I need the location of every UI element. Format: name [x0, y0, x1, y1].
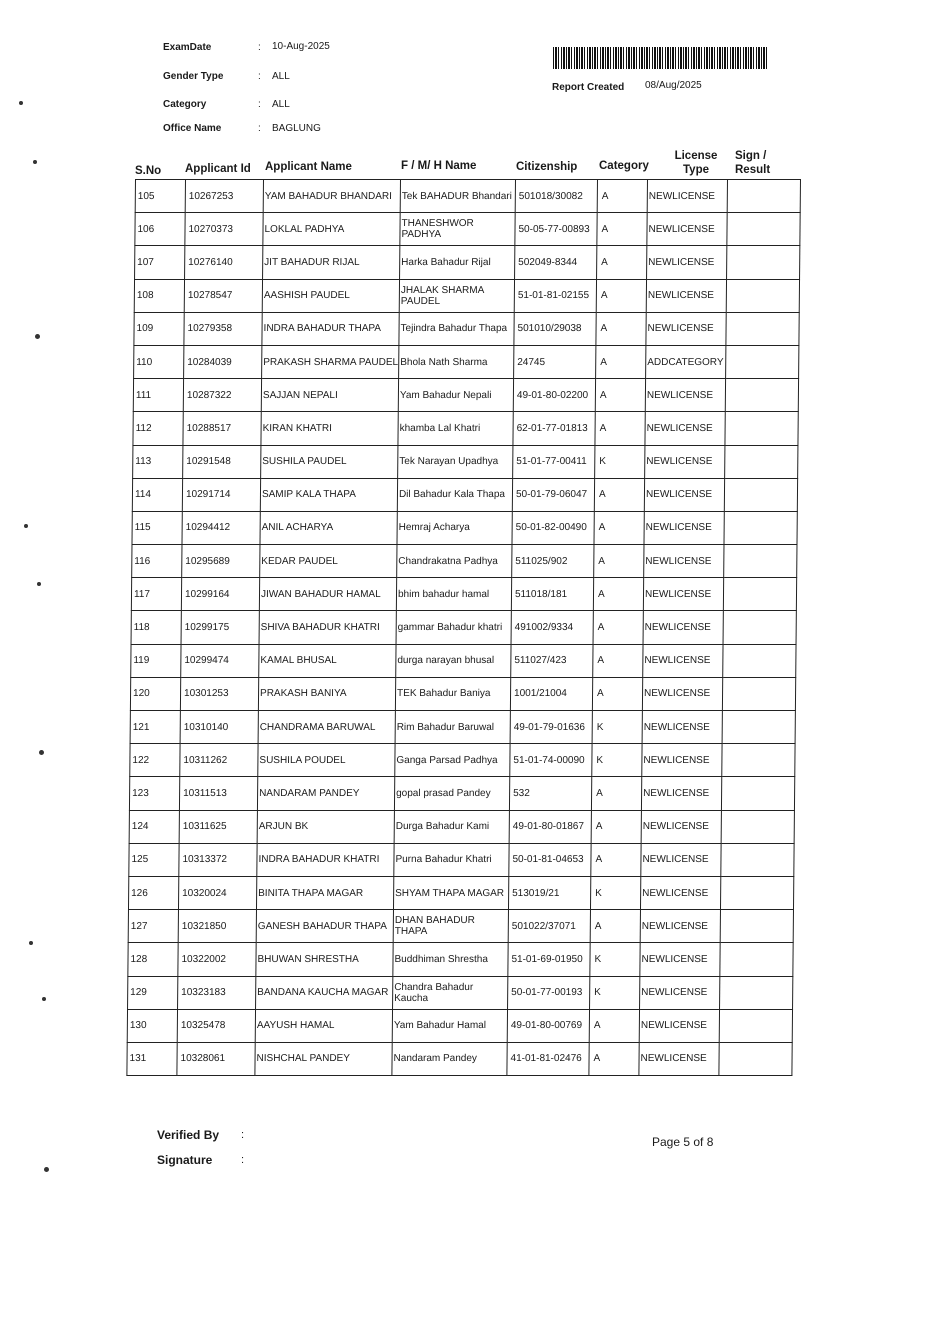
table-row: [128, 876, 793, 909]
fmh-name-cell: Durga Bahadur Kami: [394, 810, 509, 843]
applicant-name-cell: NISHCHAL PANDEY: [255, 1042, 392, 1075]
applicant-name-cell: INDRA BAHADUR KHATRI: [257, 843, 394, 876]
sign-result-cell: [722, 744, 795, 777]
license-type-cell: NEWLICENSE: [641, 843, 721, 876]
table-row: [128, 910, 793, 943]
applicant-name-cell: AAYUSH HAMAL: [255, 1009, 392, 1042]
gender-type-label: Gender Type: [163, 71, 224, 82]
applicant-id-cell: 10291548: [183, 445, 261, 478]
category-cell: A: [595, 379, 645, 412]
barcode: [553, 47, 768, 69]
citizenship-cell: 50-01-77-00193: [508, 976, 590, 1009]
table-row: [130, 744, 795, 777]
applicant-id-cell: 10270373: [185, 213, 263, 246]
scan-speck: [33, 160, 37, 164]
category-cell: K: [592, 744, 642, 777]
sign-result-cell: [726, 279, 799, 312]
fmh-name-cell: TEK Bahadur Baniya: [395, 677, 510, 710]
fmh-name-cell: Bhola Nath Sharma: [399, 345, 514, 378]
license-type-cell: NEWLICENSE: [640, 876, 720, 909]
fmh-name-cell: Chandrakatna Padhya: [397, 545, 512, 578]
sno-cell: 125: [129, 843, 179, 876]
scan-speck: [35, 334, 40, 339]
category-cell: A: [596, 279, 646, 312]
citizenship-cell: 501018/30082: [515, 180, 597, 213]
category-cell: A: [596, 345, 646, 378]
table-row: [133, 445, 798, 478]
sno-cell: 110: [134, 345, 184, 378]
fmh-name-cell: durga narayan bhusal: [396, 644, 511, 677]
citizenship-cell: 51-01-77-00411: [513, 445, 595, 478]
category-cell: A: [593, 611, 643, 644]
sign-result-cell: [725, 445, 798, 478]
table-row: [133, 379, 798, 412]
sno-cell: 109: [134, 312, 184, 345]
license-type-cell: NEWLICENSE: [645, 445, 725, 478]
sno-cell: 116: [132, 545, 182, 578]
fmh-name-cell: Harka Bahadur Rijal: [400, 246, 515, 279]
sno-cell: 105: [135, 180, 185, 213]
license-type-cell: NEWLICENSE: [644, 478, 724, 511]
table-row: [130, 711, 795, 744]
header-fmh-name: F / M/ H Name: [401, 160, 477, 172]
category-cell: A: [594, 478, 644, 511]
sign-result-cell: [723, 578, 796, 611]
category-cell: A: [593, 644, 643, 677]
citizenship-cell: 50-01-79-06047: [512, 478, 594, 511]
applicant-id-cell: 10276140: [185, 246, 263, 279]
category-cell: A: [597, 180, 647, 213]
applicant-name-cell: KEDAR PAUDEL: [260, 545, 397, 578]
header-applicant-name: Applicant Name: [265, 161, 352, 173]
scan-speck: [39, 750, 44, 755]
scan-speck: [44, 1167, 49, 1172]
citizenship-cell: 49-01-80-01867: [509, 810, 591, 843]
sign-result-cell: [719, 1009, 792, 1042]
table-row: [134, 312, 799, 345]
sign-result-cell: [722, 711, 795, 744]
fmh-name-cell: THANESHWOR PADHYA: [400, 213, 515, 246]
table-row: [127, 1009, 792, 1042]
citizenship-cell: 511025/902: [512, 545, 594, 578]
applicant-id-cell: 10294412: [182, 511, 260, 544]
report-created-label: Report Created: [552, 82, 625, 93]
citizenship-cell: 50-05-77-00893: [515, 213, 597, 246]
sno-cell: 117: [131, 578, 181, 611]
fmh-name-cell: Dil Bahadur Kala Thapa: [397, 478, 512, 511]
fmh-name-cell: JHALAK SHARMA PAUDEL: [399, 279, 514, 312]
sign-result-cell: [720, 976, 793, 1009]
sno-cell: 120: [130, 677, 180, 710]
citizenship-cell: 49-01-80-02200: [513, 379, 595, 412]
license-type-cell: NEWLICENSE: [647, 246, 727, 279]
applicant-name-cell: PRAKASH BANIYA: [258, 677, 395, 710]
category-cell: A: [596, 312, 646, 345]
applicant-id-cell: 10310140: [180, 711, 258, 744]
category-cell: A: [589, 1009, 639, 1042]
table-row: [134, 345, 799, 378]
table-row: [129, 810, 794, 843]
fmh-name-cell: DHAN BAHADUR THAPA: [393, 910, 508, 943]
sign-result-cell: [725, 379, 798, 412]
sign-result-cell: [727, 180, 800, 213]
header-citizenship: Citizenship: [516, 161, 578, 173]
applicant-name-cell: YAM BAHADUR BHANDARI: [263, 180, 400, 213]
applicant-name-cell: SUSHILA POUDEL: [258, 744, 395, 777]
header-sign-result: Sign / Result: [735, 150, 771, 176]
applicant-id-cell: 10301253: [180, 677, 258, 710]
fmh-name-cell: Tek Narayan Upadhya: [398, 445, 513, 478]
category-cell: A: [594, 545, 644, 578]
signature-label: Signature: [157, 1153, 213, 1167]
colon: :: [241, 1154, 245, 1166]
sno-cell: 121: [130, 711, 180, 744]
fmh-name-cell: Purna Bahadur Khatri: [394, 843, 509, 876]
category-value: ALL: [272, 99, 290, 110]
sign-result-cell: [724, 545, 797, 578]
fmh-name-cell: Hemraj Acharya: [397, 511, 512, 544]
applicant-id-cell: 10299164: [181, 578, 259, 611]
table-row: [132, 511, 797, 544]
applicant-name-cell: SUSHILA PAUDEL: [261, 445, 398, 478]
header-applicant-id: Applicant Id: [185, 163, 251, 175]
colon: :: [258, 123, 261, 134]
license-type-cell: NEWLICENSE: [639, 1009, 719, 1042]
sno-cell: 114: [132, 478, 182, 511]
citizenship-cell: 501010/29038: [514, 312, 596, 345]
category-cell: A: [597, 246, 647, 279]
applicant-id-cell: 10278547: [184, 279, 262, 312]
sign-result-cell: [721, 777, 794, 810]
sign-result-cell: [720, 876, 793, 909]
license-type-cell: ADDCATEGORY: [646, 345, 726, 378]
category-cell: K: [590, 943, 640, 976]
license-type-cell: NEWLICENSE: [639, 1042, 719, 1075]
scan-speck: [19, 101, 23, 105]
applicant-id-cell: 10321850: [178, 910, 256, 943]
applicant-id-cell: 10295689: [182, 545, 260, 578]
license-type-cell: NEWLICENSE: [645, 412, 725, 445]
table-row: [129, 843, 794, 876]
citizenship-cell: 50-01-81-04653: [509, 843, 591, 876]
category-cell: A: [591, 843, 641, 876]
applicant-id-cell: 10328061: [177, 1042, 255, 1075]
table-row: [128, 976, 793, 1009]
category-cell: A: [597, 213, 647, 246]
applicant-name-cell: SHIVA BAHADUR KHATRI: [259, 611, 396, 644]
sign-result-cell: [722, 677, 795, 710]
applicant-id-cell: 10320024: [178, 876, 256, 909]
applicant-name-cell: BHUWAN SHRESTHA: [256, 943, 393, 976]
sno-cell: 118: [131, 611, 181, 644]
table-row: [135, 213, 800, 246]
sign-result-cell: [723, 611, 796, 644]
office-name-label: Office Name: [163, 123, 222, 134]
exam-date-label: ExamDate: [163, 42, 212, 53]
sno-cell: 123: [129, 777, 179, 810]
citizenship-cell: 501022/37071: [508, 910, 590, 943]
scan-speck: [37, 582, 41, 586]
applicant-name-cell: BANDANA KAUCHA MAGAR: [256, 976, 393, 1009]
citizenship-cell: 41-01-81-02476: [507, 1042, 589, 1075]
exam-date-value: 10-Aug-2025: [272, 41, 330, 52]
applicant-name-cell: INDRA BAHADUR THAPA: [262, 312, 399, 345]
citizenship-cell: 511027/423: [511, 644, 593, 677]
sno-cell: 107: [135, 246, 185, 279]
applicant-id-cell: 10267253: [185, 180, 263, 213]
fmh-name-cell: SHYAM THAPA MAGAR: [393, 876, 508, 909]
applicant-id-cell: 10311262: [180, 744, 258, 777]
table-row: [131, 578, 796, 611]
category-cell: K: [590, 976, 640, 1009]
license-type-cell: NEWLICENSE: [642, 677, 722, 710]
license-type-cell: NEWLICENSE: [640, 943, 720, 976]
colon: :: [241, 1129, 245, 1141]
citizenship-cell: 49-01-79-01636: [510, 711, 592, 744]
sno-cell: 115: [132, 511, 182, 544]
category-cell: A: [591, 810, 641, 843]
sno-cell: 126: [128, 876, 178, 909]
sign-result-cell: [723, 644, 796, 677]
table-row: [134, 279, 799, 312]
table-row: [131, 644, 796, 677]
license-type-cell: NEWLICENSE: [641, 810, 721, 843]
applicant-name-cell: AASHISH PAUDEL: [262, 279, 399, 312]
citizenship-cell: 51-01-69-01950: [508, 943, 590, 976]
applicant-name-cell: PRAKASH SHARMA PAUDEL: [262, 345, 399, 378]
applicant-name-cell: BINITA THAPA MAGAR: [256, 876, 393, 909]
license-type-cell: NEWLICENSE: [640, 910, 720, 943]
applicant-name-cell: JIWAN BAHADUR HAMAL: [259, 578, 396, 611]
sno-cell: 128: [128, 943, 178, 976]
applicant-table: [126, 179, 801, 1076]
sno-cell: 122: [130, 744, 180, 777]
license-type-cell: NEWLICENSE: [644, 545, 724, 578]
sign-result-cell: [727, 246, 800, 279]
category-cell: A: [594, 511, 644, 544]
fmh-name-cell: Tek BAHADUR Bhandari: [400, 180, 515, 213]
applicant-name-cell: SAJJAN NEPALI: [261, 379, 398, 412]
header-license-type: License Type: [674, 150, 718, 176]
scan-speck: [29, 941, 33, 945]
category-cell: K: [590, 876, 640, 909]
sign-result-cell: [724, 511, 797, 544]
applicant-id-cell: 10313372: [179, 843, 257, 876]
applicant-name-cell: ARJUN BK: [257, 810, 394, 843]
sign-result-cell: [726, 345, 799, 378]
category-cell: A: [591, 777, 641, 810]
license-type-cell: NEWLICENSE: [644, 511, 724, 544]
license-type-cell: NEWLICENSE: [643, 644, 723, 677]
sno-cell: 113: [133, 445, 183, 478]
citizenship-cell: 532: [509, 777, 591, 810]
sno-cell: 129: [128, 976, 178, 1009]
citizenship-cell: 511018/181: [511, 578, 593, 611]
citizenship-cell: 51-01-74-00090: [510, 744, 592, 777]
citizenship-cell: 50-01-82-00490: [512, 511, 594, 544]
applicant-name-cell: GANESH BAHADUR THAPA: [256, 910, 393, 943]
sign-result-cell: [720, 943, 793, 976]
table-row: [129, 777, 794, 810]
category-cell: A: [593, 578, 643, 611]
applicant-name-cell: CHANDRAMA BARUWAL: [258, 711, 395, 744]
sno-cell: 108: [134, 279, 184, 312]
license-type-cell: NEWLICENSE: [646, 312, 726, 345]
fmh-name-cell: Yam Bahadur Hamal: [392, 1009, 507, 1042]
applicant-name-cell: JIT BAHADUR RIJAL: [263, 246, 400, 279]
sno-cell: 112: [133, 412, 183, 445]
sign-result-cell: [725, 412, 798, 445]
report-created-value: 08/Aug/2025: [645, 80, 702, 91]
citizenship-cell: 24745: [514, 345, 596, 378]
applicant-id-cell: 10323183: [178, 976, 256, 1009]
sno-cell: 130: [127, 1009, 177, 1042]
table-row: [135, 246, 800, 279]
applicant-id-cell: 10287322: [183, 379, 261, 412]
citizenship-cell: 513019/21: [508, 876, 590, 909]
header-category: Category: [599, 160, 649, 172]
page-number: Page 5 of 8: [652, 1135, 714, 1149]
colon: :: [258, 42, 261, 53]
applicant-name-cell: KIRAN KHATRI: [261, 412, 398, 445]
sign-result-cell: [721, 810, 794, 843]
license-type-cell: NEWLICENSE: [642, 744, 722, 777]
sign-result-cell: [720, 910, 793, 943]
applicant-name-cell: LOKLAL PADHYA: [263, 213, 400, 246]
applicant-table-body: [127, 180, 801, 1076]
citizenship-cell: 491002/9334: [511, 611, 593, 644]
fmh-name-cell: Ganga Parsad Padhya: [395, 744, 510, 777]
table-row: [128, 943, 793, 976]
sno-cell: 124: [129, 810, 179, 843]
table-row: [127, 1042, 792, 1075]
license-type-cell: NEWLICENSE: [646, 279, 726, 312]
table-row: [133, 412, 798, 445]
scan-speck: [42, 997, 46, 1001]
applicant-id-cell: 10311513: [179, 777, 257, 810]
applicant-name-cell: KAMAL BHUSAL: [259, 644, 396, 677]
fmh-name-cell: Tejindra Bahadur Thapa: [399, 312, 514, 345]
category-cell: A: [595, 412, 645, 445]
license-type-cell: NEWLICENSE: [641, 777, 721, 810]
scan-speck: [24, 524, 28, 528]
sign-result-cell: [727, 213, 800, 246]
category-label: Category: [163, 99, 207, 110]
applicant-name-cell: NANDARAM PANDEY: [257, 777, 394, 810]
license-type-cell: NEWLICENSE: [640, 976, 720, 1009]
applicant-id-cell: 10279358: [184, 312, 262, 345]
header-sno: S.No: [135, 165, 162, 177]
verified-by-label: Verified By: [157, 1128, 220, 1142]
sign-result-cell: [721, 843, 794, 876]
citizenship-cell: 1001/21004: [510, 677, 592, 710]
fmh-name-cell: gopal prasad Pandey: [394, 777, 509, 810]
applicant-id-cell: 10299474: [181, 644, 259, 677]
applicant-id-cell: 10299175: [181, 611, 259, 644]
sno-cell: 111: [133, 379, 183, 412]
applicant-id-cell: 10311625: [179, 810, 257, 843]
category-cell: A: [589, 1042, 639, 1075]
applicant-id-cell: 10291714: [182, 478, 260, 511]
table-row: [135, 180, 800, 213]
applicant-id-cell: 10325478: [177, 1009, 255, 1042]
license-type-cell: NEWLICENSE: [647, 180, 727, 213]
applicant-name-cell: SAMIP KALA THAPA: [260, 478, 397, 511]
colon: :: [258, 99, 261, 110]
fmh-name-cell: khamba Lal Khatri: [398, 412, 513, 445]
sign-result-cell: [726, 312, 799, 345]
category-cell: A: [592, 677, 642, 710]
sno-cell: 106: [135, 213, 185, 246]
category-cell: K: [595, 445, 645, 478]
category-cell: A: [590, 910, 640, 943]
fmh-name-cell: Nandaram Pandey: [392, 1042, 507, 1075]
sno-cell: 119: [131, 644, 181, 677]
applicant-id-cell: 10288517: [183, 412, 261, 445]
fmh-name-cell: Buddhiman Shrestha: [393, 943, 508, 976]
license-type-cell: NEWLICENSE: [645, 379, 725, 412]
fmh-name-cell: Chandra Bahadur Kaucha: [393, 976, 508, 1009]
applicant-id-cell: 10322002: [178, 943, 256, 976]
sno-cell: 131: [127, 1042, 177, 1075]
sign-result-cell: [719, 1042, 792, 1075]
citizenship-cell: 49-01-80-00769: [507, 1009, 589, 1042]
fmh-name-cell: gammar Bahadur khatri: [396, 611, 511, 644]
license-type-cell: NEWLICENSE: [642, 711, 722, 744]
fmh-name-cell: Rim Bahadur Baruwal: [395, 711, 510, 744]
gender-type-value: ALL: [272, 71, 290, 82]
citizenship-cell: 502049-8344: [515, 246, 597, 279]
category-cell: K: [592, 711, 642, 744]
fmh-name-cell: Yam Bahadur Nepali: [398, 379, 513, 412]
citizenship-cell: 62-01-77-01813: [513, 412, 595, 445]
citizenship-cell: 51-01-81-02155: [514, 279, 596, 312]
table-row: [131, 611, 796, 644]
office-name-value: BAGLUNG: [272, 123, 321, 134]
license-type-cell: NEWLICENSE: [643, 578, 723, 611]
sign-result-cell: [724, 478, 797, 511]
license-type-cell: NEWLICENSE: [643, 611, 723, 644]
license-type-cell: NEWLICENSE: [647, 213, 727, 246]
table-row: [132, 478, 797, 511]
fmh-name-cell: bhim bahadur hamal: [396, 578, 511, 611]
sno-cell: 127: [128, 910, 178, 943]
applicant-name-cell: ANIL ACHARYA: [260, 511, 397, 544]
table-row: [132, 545, 797, 578]
applicant-id-cell: 10284039: [184, 345, 262, 378]
table-row: [130, 677, 795, 710]
colon: :: [258, 71, 261, 82]
